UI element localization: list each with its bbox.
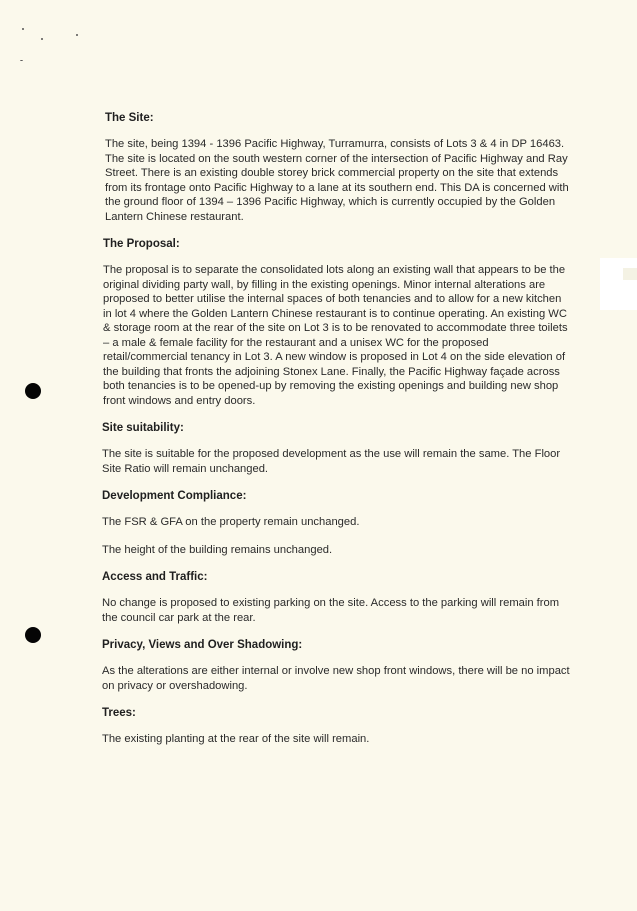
- section-paragraph: The site, being 1394 - 1396 Pacific Highway, Turramurra, consists of Lots 3 & 4 in DP 16463. The site is located on the south western corner of the intersection of Pacific Highway and Ray Street. There is an existing double storey brick commercial property on the site that extends from its frontage onto Pacific Highway to a lane at its southern end. This DA is concerned with the ground floor of 1394 – 1396 Pacific Highway, which is currently occupied by the Golden Lantern Chinese restaurant.: [105, 138, 569, 223]
- section-heading: The Site:: [105, 112, 154, 124]
- section-the-proposal: [102, 237, 572, 408]
- document-body: [102, 111, 572, 760]
- section-heading: Site suitability:: [102, 422, 184, 434]
- section-development-compliance: [102, 489, 572, 557]
- section-paragraph: The height of the building remains unchanged.: [102, 543, 333, 556]
- section-paragraph: The FSR & GFA on the property remain unchanged.: [102, 516, 360, 528]
- section-the-site: [102, 111, 572, 224]
- section-paragraph: The site is suitable for the proposed development as the use will remain the same. The Floor Site Ratio will remain unchanged.: [102, 448, 561, 475]
- section-heading: Access and Traffic:: [102, 571, 208, 583]
- section-site-suitability: [102, 421, 572, 476]
- scan-speck: [22, 28, 24, 30]
- scan-speck: [20, 60, 23, 61]
- section-heading: The Proposal:: [103, 238, 180, 250]
- section-heading: Privacy, Views and Over Shadowing:: [102, 639, 303, 651]
- section-access-and-traffic: [102, 570, 572, 625]
- scan-artifact: [623, 268, 637, 280]
- section-paragraph: The existing planting at the rear of the site will remain.: [102, 733, 370, 745]
- punch-hole-upper: [25, 383, 41, 399]
- punch-hole-lower: [25, 627, 41, 643]
- section-privacy-views-shadowing: [102, 638, 572, 693]
- scan-speck: [41, 38, 43, 40]
- section-trees: [102, 706, 572, 747]
- section-paragraph: As the alterations are either internal or involve new shop front windows, there will be no impact on privacy or overshadowing.: [102, 665, 570, 692]
- section-heading: Development Compliance:: [102, 490, 247, 502]
- scan-artifact: [600, 258, 637, 310]
- scan-speck: [76, 34, 78, 36]
- section-paragraph: No change is proposed to existing parking on the site. Access to the parking will remain from the council car park at the rear.: [102, 597, 560, 624]
- section-paragraph: The proposal is to separate the consolidated lots along an existing wall that appears to be the original dividing party wall, by filling in the existing openings. Minor internal alterations are proposed to better utilise the internal spaces of both tenancies and to allow for a new kitchen in lot 4 where the Golden Lantern Chinese restaurant is to continue operating. An existing WC & storage room at the rear of the site on Lot 3 is to be renovated to accommodate three toilets – a male & female facility for the restaurant and a unisex WC for the proposed retail/commercial tenancy in Lot 3. A new window is proposed in Lot 4 on the side elevation of the building that fronts the adjoining Stonex Lane. Finally, the Pacific Highway façade across both tenancies is to be opened-up by removing the existing openings and building new shop front windows and entry doors.: [103, 264, 568, 407]
- section-heading: Trees:: [102, 707, 136, 719]
